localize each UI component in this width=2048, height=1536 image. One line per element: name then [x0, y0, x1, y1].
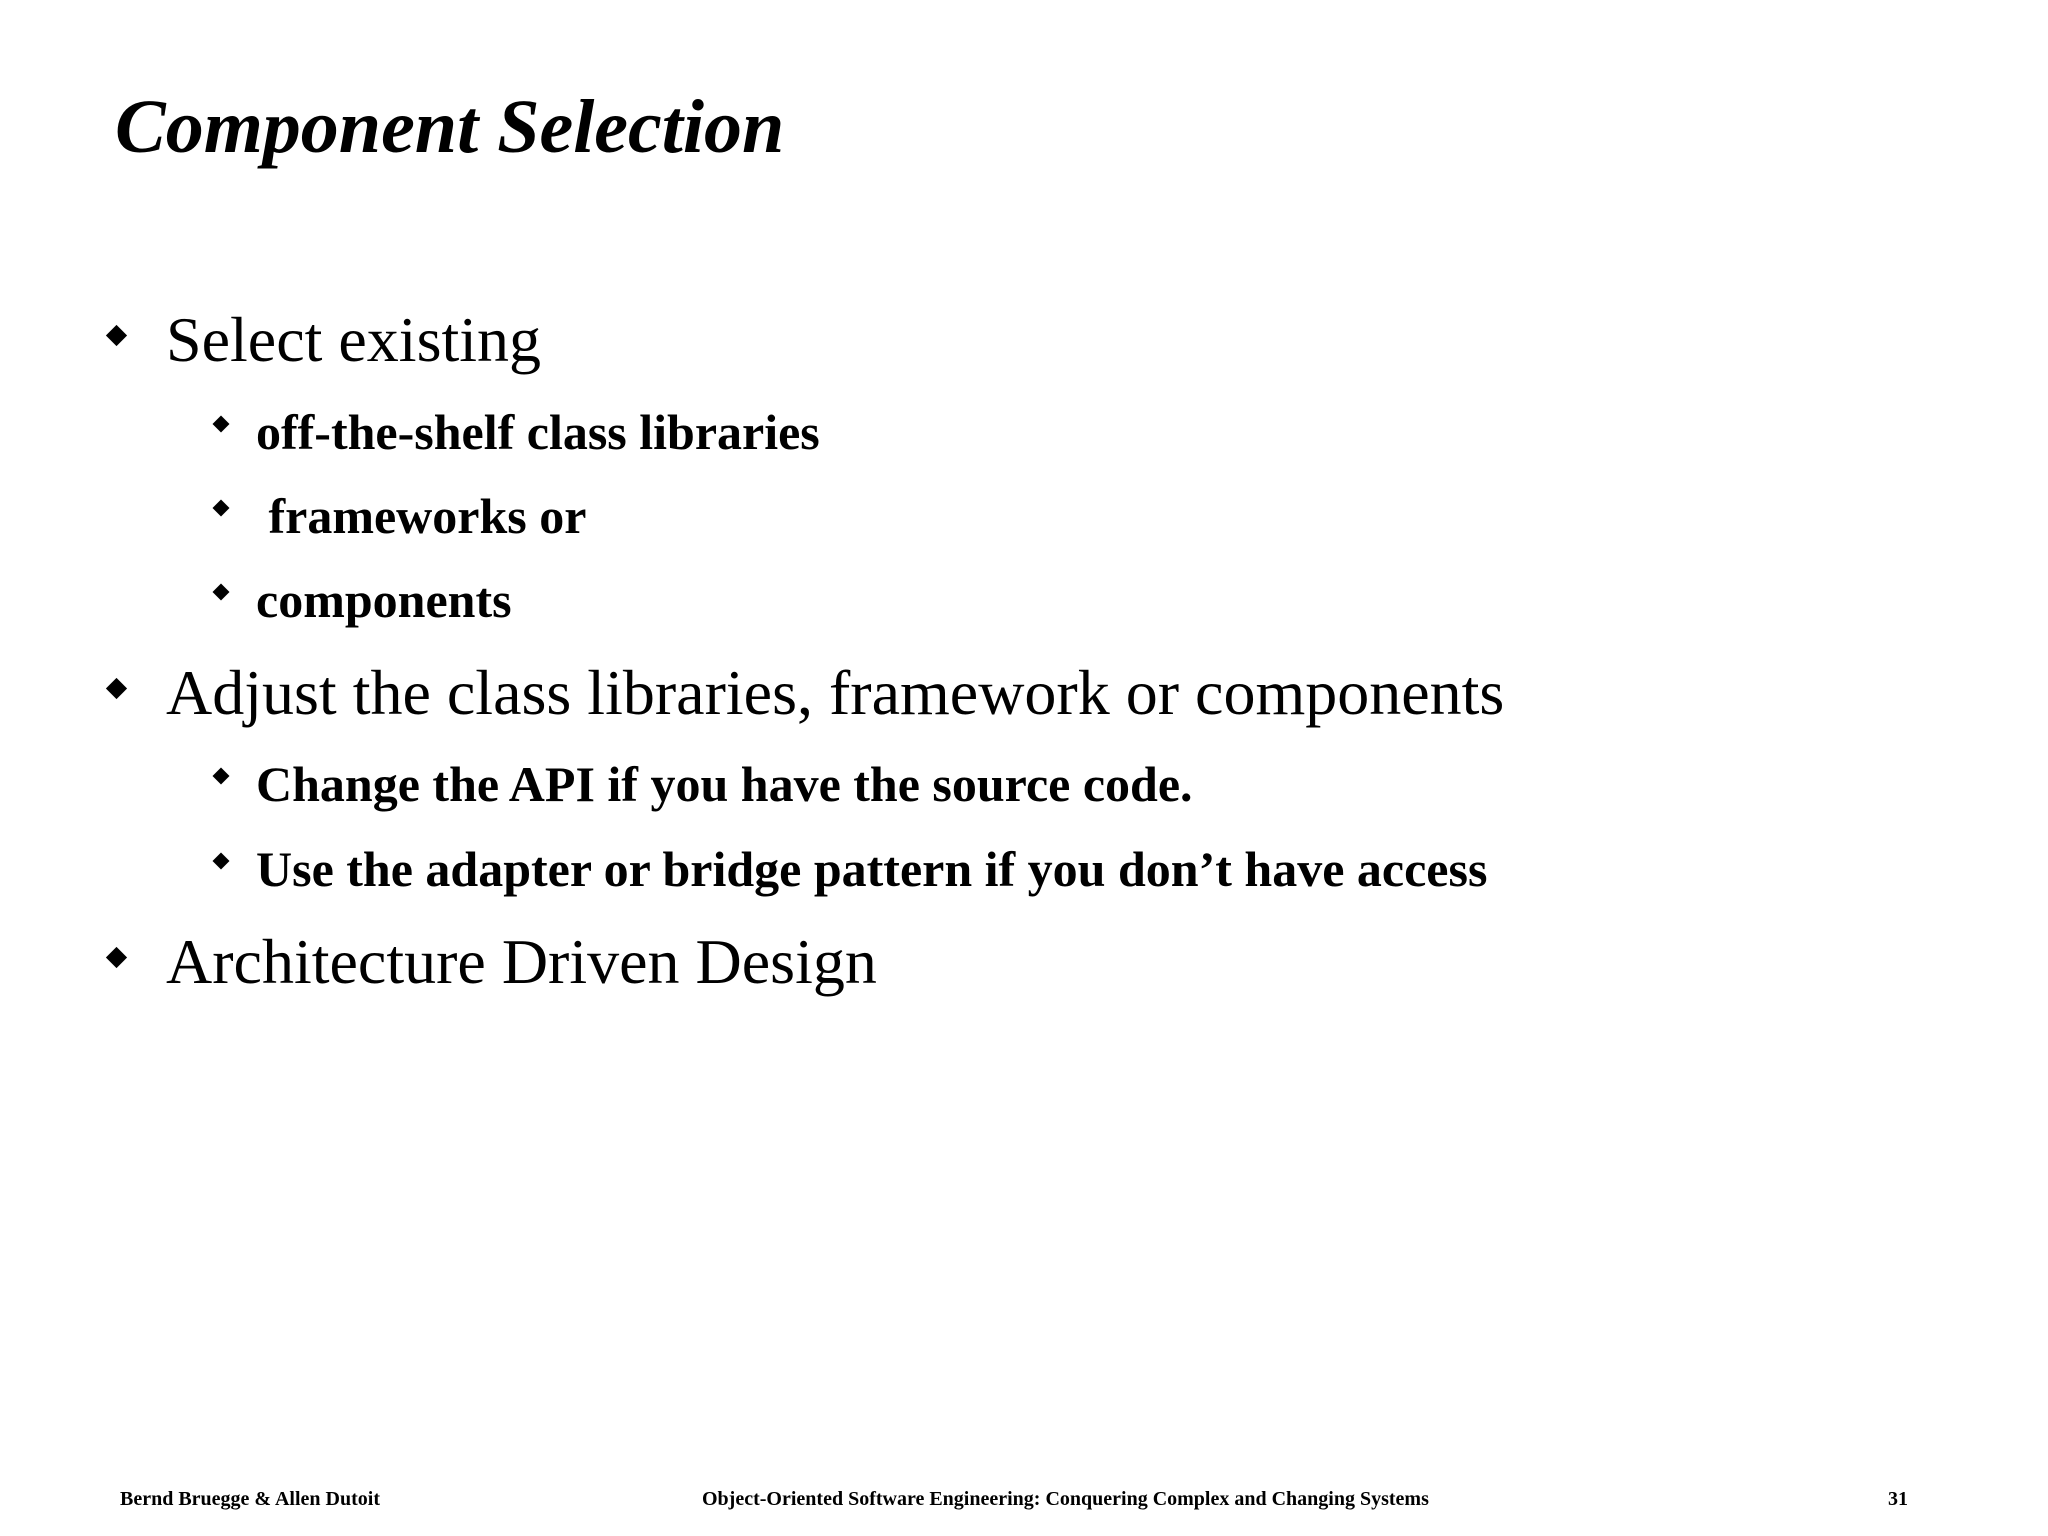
bullet-diamond-icon [106, 947, 127, 968]
footer-book-title: Object-Oriented Software Engineering: Conquering Complex and Changing Systems [702, 1488, 1429, 1510]
bullet-item-architecture: Architecture Driven Design [166, 926, 877, 997]
footer-page-number: 31 [1888, 1488, 1908, 1510]
sub-bullet-item-frameworks: frameworks or [256, 488, 587, 544]
bullet-diamond-icon [106, 678, 127, 699]
sub-bullet-item-components: components [256, 572, 512, 628]
sub-bullet-diamond-icon [213, 853, 230, 870]
sub-bullet-diamond-icon [213, 500, 230, 517]
bullet-item-adjust: Adjust the class libraries, framework or components [166, 657, 1505, 728]
sub-bullet-item-adapter-bridge: Use the adapter or bridge pattern if you don’t have access [256, 841, 1488, 897]
slide-footer [0, 1488, 2048, 1518]
sub-bullet-diamond-icon [213, 584, 230, 601]
footer-authors: Bernd Bruegge & Allen Dutoit [120, 1488, 380, 1510]
bullet-diamond-icon [106, 325, 127, 346]
sub-bullet-diamond-icon [213, 416, 230, 433]
sub-bullet-item-class-libraries: off-the-shelf class libraries [256, 404, 820, 460]
sub-bullet-item-change-api: Change the API if you have the source code. [256, 756, 1193, 812]
sub-bullet-diamond-icon [213, 768, 230, 785]
slide-title: Component Selection [115, 85, 785, 169]
bullet-item-select-existing: Select existing [166, 304, 542, 375]
